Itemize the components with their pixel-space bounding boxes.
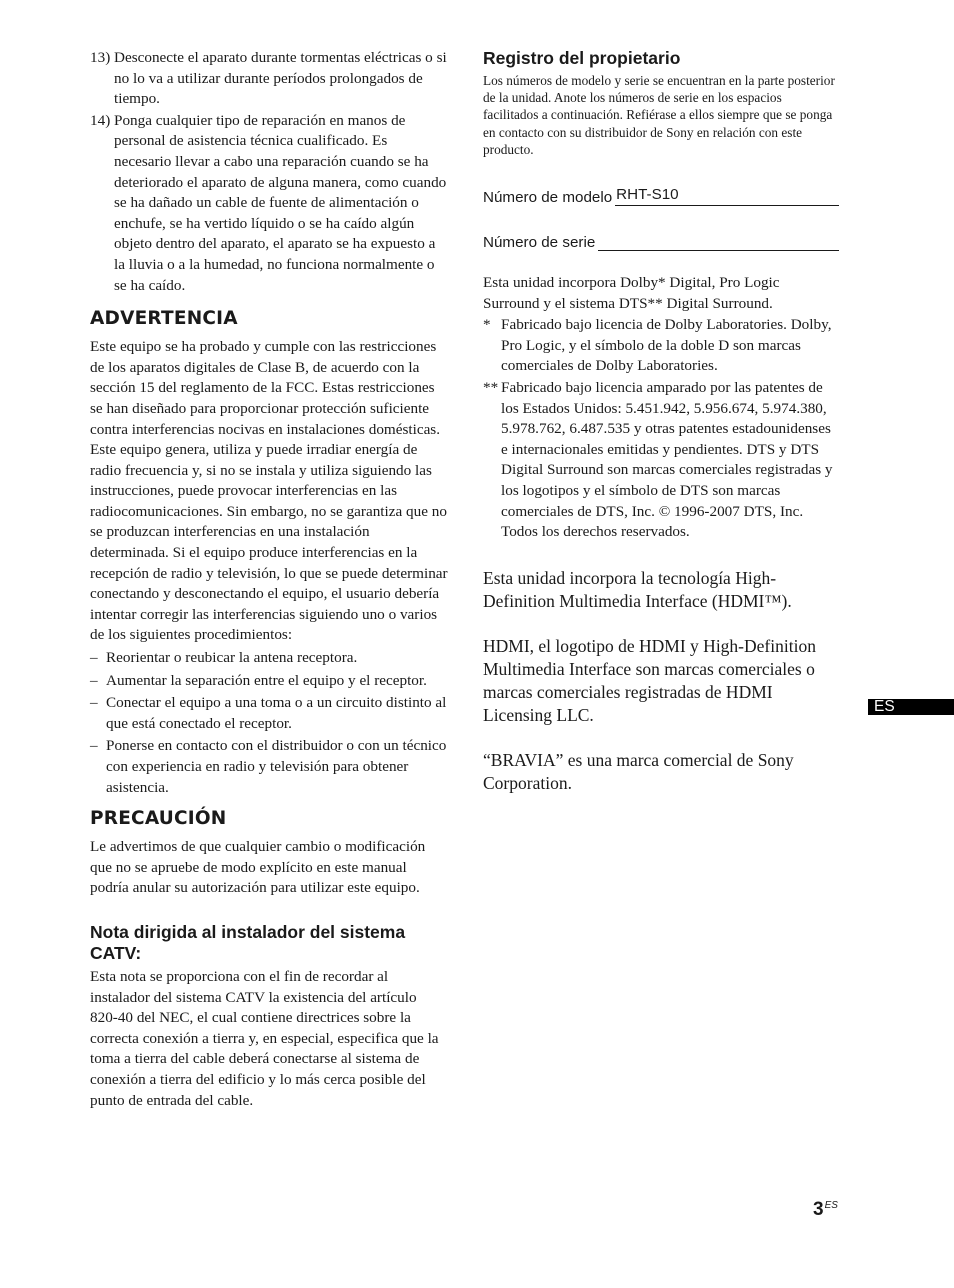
footnote: [483, 378, 839, 543]
list-item: [90, 693, 448, 734]
footnote-list: [483, 315, 839, 543]
footnote-mark: **: [483, 378, 499, 396]
list-item: [90, 48, 448, 110]
precaucion-heading: PRECAUCIÓN: [90, 808, 227, 830]
right-column: [483, 48, 839, 795]
footnote-text: Fabricado bajo licencia amparado por las patentes de los Estados Unidos: 5.451.942, 5.956.674, 5.974.380, 5.978.762, 6.487.535 y otras patentes estadounidenses e internacionales emitidas y pendientes. DTS y DTS Digital Surround son marcas comerciales registradas y los logotipos y el símbolo de DTS son marcas comerciales de DTS, Inc. © 1996-2007 DTS, Inc. Todos los derechos reservados.: [501, 378, 833, 541]
model-number-field: [483, 185, 839, 206]
item-text: Ponerse en contacto con el distribuidor o con un técnico con experiencia en radio y televisión para obtener asistencia.: [106, 737, 447, 796]
item-text: Desconecte el aparato durante tormentas eléctricas o si no lo va a utilizar durante períodos prolongados de tiempo.: [114, 49, 447, 108]
serial-number-label: Número de serie: [483, 234, 596, 252]
advertencia-body: Este equipo se ha probado y cumple con las restricciones de los aparatos digitales de Clase B, de acuerdo con la sección 15 del reglamento de la FCC. Estas restricciones se han diseñado para proporcionar protección suficiente contra interferencias nocivas en instalaciones domésticas. Este equipo genera, utiliza y puede irradiar energía de radio frecuencia y, si no se instala y utiliza siguiendo las instrucciones, puede provocar interferencias en las radiocomunicaciones. Sin embargo, no se garantiza que no se produzcan interferencias en una instalación determinada. Si el equipo produce interferencias en la recepción de radio y televisión, lo que se puede determinar conectando y desconectando el equipo, el usuario debería intentar corregir las interferencias siguiendo uno o varios de los siguientes procedimientos:: [90, 338, 448, 644]
serial-number-value: [598, 230, 839, 251]
page-number-value: 3: [813, 1199, 824, 1220]
dash-marker: –: [90, 694, 98, 712]
dash-marker: –: [90, 737, 98, 755]
list-item: [90, 111, 448, 296]
procedure-list: [90, 648, 448, 798]
registro-body: Los números de modelo y serie se encuentran en la parte posterior de la unidad. Anote los números de serie en los espacios facilitados a continuación. Refiérase a ellos siempre que se ponga en contacto con su distribuidor de Sony en relación con este producto.: [483, 73, 835, 157]
left-column: [90, 48, 448, 1111]
hdmi-paragraph-1: Esta unidad incorpora la tecnología High-Definition Multimedia Interface (HDMI™).: [483, 567, 792, 611]
nota-heading: Nota dirigida al instalador del sistema CATV:: [90, 921, 406, 963]
language-tab: ES: [868, 699, 954, 715]
item-text: Conectar el equipo a una toma o a un circuito distinto al que está conectado el receptor.: [106, 694, 447, 732]
registro-heading: Registro del propietario: [483, 48, 681, 68]
footnote-mark: *: [483, 316, 491, 334]
hdmi-paragraph-2: HDMI, el logotipo de HDMI y High-Definition Multimedia Interface son marcas comerciales o marcas comerciales registradas de HDMI Licensing LLC.: [483, 635, 816, 725]
dash-marker: –: [90, 671, 98, 689]
item-number: 13): [90, 49, 111, 66]
dash-marker: –: [90, 649, 98, 667]
footnote-text: Fabricado bajo licencia de Dolby Laboratories. Dolby, Pro Logic, y el símbolo de la doble D son marcas comerciales de Dolby Laboratories.: [501, 316, 832, 375]
page-number: [813, 1199, 838, 1221]
model-number-value: RHT-S10: [615, 185, 839, 206]
list-item: [90, 736, 448, 798]
dolby-intro: Esta unidad incorpora Dolby* Digital, Pro Logic Surround y el sistema DTS** Digital Surround.: [483, 274, 780, 312]
page-number-suffix: ES: [824, 1200, 838, 1211]
item-number: 14): [90, 111, 111, 129]
precaucion-body: Le advertimos de que cualquier cambio o modificación que no se apruebe de modo explícito en este manual podría anular su autorización para utilizar este equipo.: [90, 838, 426, 897]
serial-number-field: [483, 230, 839, 251]
footnote: [483, 315, 839, 377]
advertencia-heading: ADVERTENCIA: [90, 308, 238, 330]
item-text: Aumentar la separación entre el equipo y el receptor.: [106, 671, 427, 689]
list-item: [90, 648, 448, 669]
model-number-label: Número de modelo: [483, 189, 613, 207]
item-text: Ponga cualquier tipo de reparación en manos de personal de asistencia técnica cualificado. Es necesario llevar a cabo una reparación cuando se ha deteriorado el aparato de alguna manera, como cuando se ha dañado un cable de fuente de alimentación o enchufe, se ha vertido líquido o se ha caído algún objeto dentro del aparato, el aparato se ha expuesto a la lluvia o a la humedad, no funciona normalmente o se ha caído.: [114, 111, 447, 294]
list-item: [90, 671, 448, 692]
item-text: Reorientar o reubicar la antena receptora.: [106, 649, 358, 667]
numbered-list: [90, 48, 448, 296]
nota-body: Esta nota se proporciona con el fin de recordar al instalador del sistema CATV la existencia del artículo 820-40 del NEC, el cual contiene directrices sobre la correcta conexión a tierra y, en especial, especifica que la toma a tierra del cable deberá conectarse al sistema de conexión a tierra del edificio y lo más cerca posible del punto de entrada del cable.: [90, 967, 439, 1109]
bravia-paragraph: “BRAVIA” es una marca comercial de Sony Corporation.: [483, 749, 794, 793]
